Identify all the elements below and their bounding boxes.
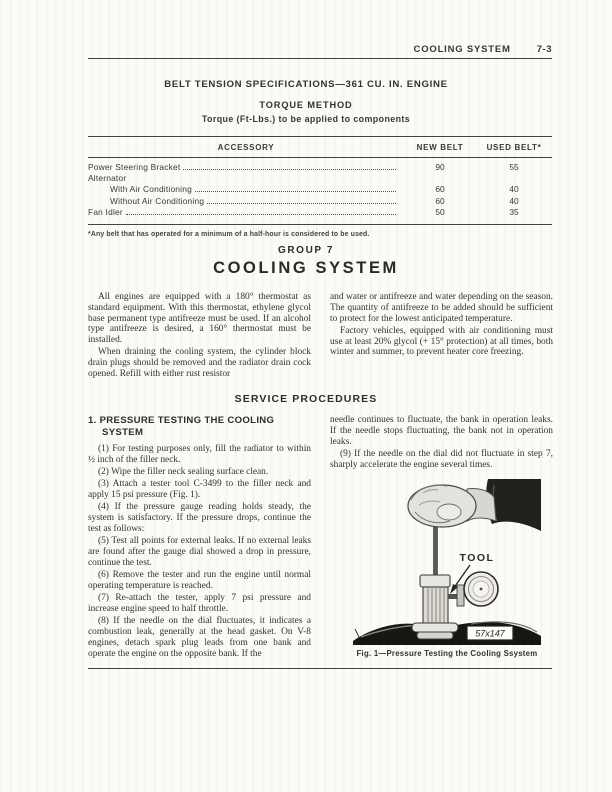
procedure-columns <box>88 415 553 661</box>
paragraph: (3) Attach a tester tool C-3499 to the filler neck and apply 15 psi pressure (Fig. 1). <box>88 479 311 501</box>
row-label: Fan Idler <box>88 206 123 217</box>
intro-right-column <box>330 292 553 381</box>
dot-leader <box>207 203 396 204</box>
page-header <box>88 44 552 55</box>
table-header-row <box>88 137 552 157</box>
belt-tension-table <box>88 136 552 238</box>
dot-leader <box>195 191 396 192</box>
paragraph: (4) If the pressure gauge reading holds steady, the system is satisfactory. If the pressure drops, continue the test as follows: <box>88 502 311 535</box>
procedure-right-column <box>330 415 553 661</box>
paragraph: (5) Test all points for external leaks. If no external leaks are found after the gauge dial showed a drop in pressure, continue the test. <box>88 536 311 568</box>
steps-list <box>88 444 311 660</box>
table-row <box>88 173 552 184</box>
column-header-used-belt: USED BELT* <box>486 143 542 152</box>
intro-left-column <box>88 292 311 381</box>
steps-continuation <box>330 415 553 470</box>
column-header-accessory: ACCESSORY <box>217 143 275 152</box>
spec-method-title: TORQUE METHOD <box>259 100 353 110</box>
spec-title: BELT TENSION SPECIFICATIONS—361 CU. IN. ENGINE <box>164 79 448 90</box>
dot-leader <box>183 169 396 170</box>
table-bottom-rule <box>88 224 552 225</box>
new-belt-value: 60 <box>435 195 445 206</box>
paragraph: (2) Wipe the filler neck sealing surface clean. <box>98 467 269 478</box>
paragraph: (6) Remove the tester and run the engine until normal operating temperature is reached. <box>88 570 311 592</box>
table-body <box>88 158 552 224</box>
figure-caption: Fig. 1—Pressure Testing the Cooling Ssystem <box>356 649 538 659</box>
hand-illustration <box>408 485 476 527</box>
new-belt-value: 50 <box>435 206 445 217</box>
used-belt-value: 35 <box>509 206 519 217</box>
used-belt-value: 55 <box>509 162 519 172</box>
paragraph: When draining the cooling system, the cylinder block drain plugs should be removed and the radiator drain cock opened. Refill with either rust resistor <box>88 347 311 380</box>
figure <box>353 479 541 658</box>
section-heading: 1. PRESSURE TESTING THE COOLING SYSTEM <box>88 415 275 438</box>
service-procedures-heading: SERVICE PROCEDURES <box>234 393 378 405</box>
paragraph: (7) Re-attach the tester, apply 7 psi pressure and increase engine speed to half throttle. <box>88 593 311 615</box>
intro-columns <box>88 292 553 381</box>
row-label: With Air Conditioning <box>110 184 192 195</box>
paragraph: (9) If the needle on the dial did not fluctuate in step 7, sharply accelerate the engine several times. <box>330 448 553 470</box>
pump-flange <box>412 623 458 639</box>
table-footnote: *Any belt that has operated for a minimum of a half-hour is considered to be used. <box>88 231 370 239</box>
group-kicker: GROUP 7 <box>277 245 335 256</box>
row-label: Power Steering Bracket <box>88 162 181 172</box>
header-section-title: COOLING SYSTEM <box>413 44 511 55</box>
new-belt-value: 60 <box>435 184 445 195</box>
photo-id-tag <box>467 626 513 640</box>
page-number: 7-3 <box>536 44 552 55</box>
row-label: Without Air Conditioning <box>110 195 205 206</box>
table-row <box>88 207 552 218</box>
table-row <box>88 196 552 207</box>
table-row <box>88 184 552 195</box>
paragraph: All engines are equipped with a 180° thermostat as standard equipment. With this thermostat, ethylene glycol base permanent type antifreeze must be used. If an alcohol type antifreeze is desired, a 160° thermostat must be installed. <box>88 292 311 346</box>
new-belt-value: 90 <box>435 162 445 172</box>
table-row <box>88 162 552 173</box>
group-title: COOLING SYSTEM <box>213 259 399 277</box>
bottom-rule <box>88 668 552 669</box>
figure-illustration <box>353 479 541 645</box>
spec-note: Torque (Ft-Lbs.) to be applied to components <box>201 114 411 124</box>
paragraph: and water or antifreeze and water depending on the season. The quantity of antifreeze to be added should be sufficient to protect for the lowest anticipated temperature. <box>330 292 553 324</box>
paragraph: Factory vehicles, equipped with air conditioning must use at least 20% glycol (+ 15° protection) at all times, both winter and summer, to prevent heater core freezing. <box>330 325 553 358</box>
photo-id-text: 57x147 <box>475 628 505 639</box>
header-rule <box>88 58 552 59</box>
paragraph: (8) If the needle on the dial fluctuates, it indicates a combustion leak, generally at the head gasket. On V-8 engines, detach spark plug leads from one bank and operate the engine on the opposite bank. If the <box>88 616 311 659</box>
used-belt-value: 40 <box>509 195 519 206</box>
paragraph: (1) For testing purposes only, fill the radiator to within ½ inch of the filler neck. <box>88 444 311 465</box>
column-header-new-belt: NEW BELT <box>416 143 464 152</box>
used-belt-value: 40 <box>509 184 519 195</box>
tool-label: TOOL <box>459 552 495 565</box>
paragraph: needle continues to fluctuate, the bank in operation leaks. If the needle stops fluctuating, the bank not in operation leaks. <box>330 415 553 447</box>
procedure-left-column <box>88 415 311 661</box>
dot-leader <box>126 214 396 215</box>
pump-tool-illustration <box>412 575 458 639</box>
row-label: Alternator <box>88 173 127 184</box>
